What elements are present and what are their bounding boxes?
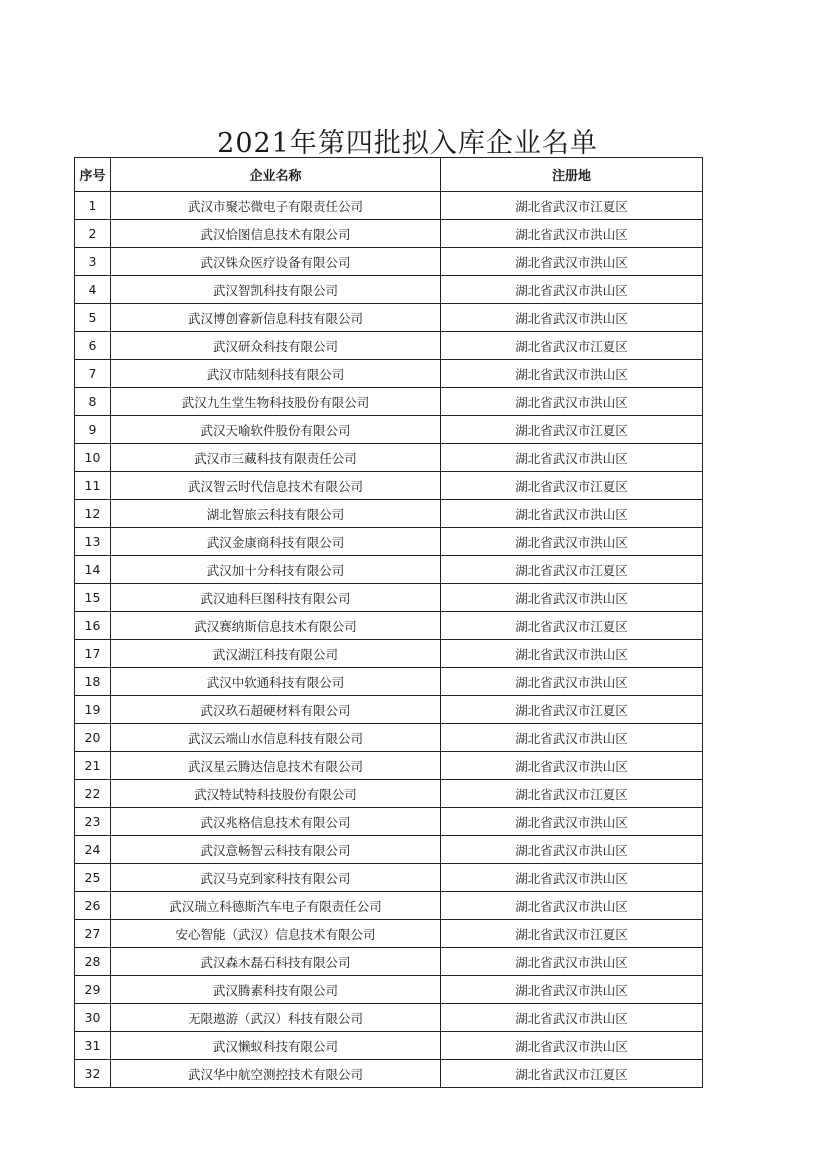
cell-company-name: 武汉腾素科技有限公司 bbox=[111, 976, 441, 1004]
header-serial-number: 序号 bbox=[75, 158, 111, 192]
table-row bbox=[75, 1060, 703, 1088]
cell-company-name: 武汉星云腾达信息技术有限公司 bbox=[111, 752, 441, 780]
cell-company-name: 武汉智凯科技有限公司 bbox=[111, 276, 441, 304]
cell-serial-number: 2 bbox=[75, 220, 111, 248]
cell-serial-number: 25 bbox=[75, 864, 111, 892]
table-row bbox=[75, 276, 703, 304]
cell-serial-number: 15 bbox=[75, 584, 111, 612]
cell-company-name: 武汉华中航空测控技术有限公司 bbox=[111, 1060, 441, 1088]
cell-registered-location: 湖北省武汉市洪山区 bbox=[441, 976, 703, 1004]
cell-serial-number: 10 bbox=[75, 444, 111, 472]
cell-registered-location: 湖北省武汉市洪山区 bbox=[441, 528, 703, 556]
cell-company-name: 武汉云端山水信息科技有限公司 bbox=[111, 724, 441, 752]
table-row bbox=[75, 584, 703, 612]
cell-registered-location: 湖北省武汉市洪山区 bbox=[441, 864, 703, 892]
table-row bbox=[75, 696, 703, 724]
cell-registered-location: 湖北省武汉市洪山区 bbox=[441, 948, 703, 976]
table-row bbox=[75, 388, 703, 416]
cell-serial-number: 6 bbox=[75, 332, 111, 360]
cell-registered-location: 湖北省武汉市江夏区 bbox=[441, 1060, 703, 1088]
cell-company-name: 武汉森木磊石科技有限公司 bbox=[111, 948, 441, 976]
cell-registered-location: 湖北省武汉市洪山区 bbox=[441, 1032, 703, 1060]
table-row bbox=[75, 332, 703, 360]
cell-serial-number: 22 bbox=[75, 780, 111, 808]
cell-registered-location: 湖北省武汉市洪山区 bbox=[441, 584, 703, 612]
cell-registered-location: 湖北省武汉市江夏区 bbox=[441, 416, 703, 444]
cell-serial-number: 18 bbox=[75, 668, 111, 696]
cell-company-name: 武汉智云时代信息技术有限公司 bbox=[111, 472, 441, 500]
cell-serial-number: 1 bbox=[75, 192, 111, 220]
table-row bbox=[75, 612, 703, 640]
cell-company-name: 武汉瑞立科德斯汽车电子有限责任公司 bbox=[111, 892, 441, 920]
table-row bbox=[75, 836, 703, 864]
table-row bbox=[75, 948, 703, 976]
cell-serial-number: 28 bbox=[75, 948, 111, 976]
table-row bbox=[75, 752, 703, 780]
table-row bbox=[75, 724, 703, 752]
cell-company-name: 武汉研众科技有限公司 bbox=[111, 332, 441, 360]
table-row bbox=[75, 892, 703, 920]
cell-registered-location: 湖北省武汉市洪山区 bbox=[441, 220, 703, 248]
cell-serial-number: 26 bbox=[75, 892, 111, 920]
cell-company-name: 湖北智旅云科技有限公司 bbox=[111, 500, 441, 528]
table-row bbox=[75, 248, 703, 276]
table-row bbox=[75, 444, 703, 472]
cell-serial-number: 16 bbox=[75, 612, 111, 640]
cell-company-name: 武汉马克到家科技有限公司 bbox=[111, 864, 441, 892]
cell-company-name: 武汉博创睿新信息科技有限公司 bbox=[111, 304, 441, 332]
table-row bbox=[75, 780, 703, 808]
cell-serial-number: 27 bbox=[75, 920, 111, 948]
cell-serial-number: 32 bbox=[75, 1060, 111, 1088]
cell-company-name: 武汉迪科巨图科技有限公司 bbox=[111, 584, 441, 612]
cell-serial-number: 7 bbox=[75, 360, 111, 388]
cell-registered-location: 湖北省武汉市洪山区 bbox=[441, 304, 703, 332]
cell-registered-location: 湖北省武汉市洪山区 bbox=[441, 724, 703, 752]
cell-registered-location: 湖北省武汉市江夏区 bbox=[441, 556, 703, 584]
cell-serial-number: 20 bbox=[75, 724, 111, 752]
cell-serial-number: 5 bbox=[75, 304, 111, 332]
table-row bbox=[75, 808, 703, 836]
table-row bbox=[75, 500, 703, 528]
cell-registered-location: 湖北省武汉市江夏区 bbox=[441, 612, 703, 640]
cell-registered-location: 湖北省武汉市洪山区 bbox=[441, 248, 703, 276]
cell-company-name: 武汉湖江科技有限公司 bbox=[111, 640, 441, 668]
cell-serial-number: 12 bbox=[75, 500, 111, 528]
cell-registered-location: 湖北省武汉市江夏区 bbox=[441, 780, 703, 808]
cell-serial-number: 13 bbox=[75, 528, 111, 556]
cell-serial-number: 14 bbox=[75, 556, 111, 584]
cell-company-name: 无限遨游（武汉）科技有限公司 bbox=[111, 1004, 441, 1032]
cell-company-name: 武汉恰图信息技术有限公司 bbox=[111, 220, 441, 248]
cell-company-name: 武汉金康商科技有限公司 bbox=[111, 528, 441, 556]
table-row bbox=[75, 220, 703, 248]
table-row bbox=[75, 976, 703, 1004]
cell-registered-location: 湖北省武汉市洪山区 bbox=[441, 808, 703, 836]
cell-serial-number: 21 bbox=[75, 752, 111, 780]
table-row bbox=[75, 192, 703, 220]
cell-registered-location: 湖北省武汉市洪山区 bbox=[441, 500, 703, 528]
cell-company-name: 武汉加十分科技有限公司 bbox=[111, 556, 441, 584]
cell-company-name: 武汉兆格信息技术有限公司 bbox=[111, 808, 441, 836]
table-row bbox=[75, 304, 703, 332]
header-company-name: 企业名称 bbox=[111, 158, 441, 192]
cell-serial-number: 11 bbox=[75, 472, 111, 500]
cell-company-name: 武汉九生堂生物科技股份有限公司 bbox=[111, 388, 441, 416]
cell-company-name: 武汉天喻软件股份有限公司 bbox=[111, 416, 441, 444]
table-row bbox=[75, 640, 703, 668]
cell-registered-location: 湖北省武汉市洪山区 bbox=[441, 360, 703, 388]
company-table bbox=[74, 157, 703, 1088]
cell-company-name: 武汉赛纳斯信息技术有限公司 bbox=[111, 612, 441, 640]
cell-serial-number: 23 bbox=[75, 808, 111, 836]
cell-registered-location: 湖北省武汉市洪山区 bbox=[441, 752, 703, 780]
cell-registered-location: 湖北省武汉市江夏区 bbox=[441, 332, 703, 360]
table-row bbox=[75, 528, 703, 556]
cell-company-name: 武汉意畅智云科技有限公司 bbox=[111, 836, 441, 864]
cell-serial-number: 8 bbox=[75, 388, 111, 416]
page-title: 2021年第四批拟入库企业名单 bbox=[217, 128, 598, 159]
cell-registered-location: 湖北省武汉市洪山区 bbox=[441, 836, 703, 864]
cell-registered-location: 湖北省武汉市洪山区 bbox=[441, 444, 703, 472]
table-row bbox=[75, 360, 703, 388]
cell-registered-location: 湖北省武汉市江夏区 bbox=[441, 920, 703, 948]
cell-company-name: 武汉特试特科技股份有限公司 bbox=[111, 780, 441, 808]
cell-registered-location: 湖北省武汉市洪山区 bbox=[441, 388, 703, 416]
cell-serial-number: 31 bbox=[75, 1032, 111, 1060]
table-row bbox=[75, 472, 703, 500]
cell-company-name: 武汉懒蚁科技有限公司 bbox=[111, 1032, 441, 1060]
header-registered-location: 注册地 bbox=[441, 158, 703, 192]
cell-serial-number: 4 bbox=[75, 276, 111, 304]
table-row bbox=[75, 416, 703, 444]
cell-company-name: 武汉中软通科技有限公司 bbox=[111, 668, 441, 696]
cell-serial-number: 24 bbox=[75, 836, 111, 864]
cell-company-name: 武汉铢众医疗设备有限公司 bbox=[111, 248, 441, 276]
cell-company-name: 武汉市陆刻科技有限公司 bbox=[111, 360, 441, 388]
cell-company-name: 武汉市三藏科技有限责任公司 bbox=[111, 444, 441, 472]
cell-company-name: 安心智能（武汉）信息技术有限公司 bbox=[111, 920, 441, 948]
table-row bbox=[75, 864, 703, 892]
cell-registered-location: 湖北省武汉市江夏区 bbox=[441, 192, 703, 220]
cell-registered-location: 湖北省武汉市洪山区 bbox=[441, 276, 703, 304]
cell-serial-number: 17 bbox=[75, 640, 111, 668]
cell-serial-number: 30 bbox=[75, 1004, 111, 1032]
table-row bbox=[75, 1032, 703, 1060]
cell-registered-location: 湖北省武汉市洪山区 bbox=[441, 1004, 703, 1032]
table-row bbox=[75, 668, 703, 696]
cell-serial-number: 29 bbox=[75, 976, 111, 1004]
cell-company-name: 武汉市聚芯微电子有限责任公司 bbox=[111, 192, 441, 220]
table-header-row bbox=[75, 158, 703, 192]
cell-registered-location: 湖北省武汉市江夏区 bbox=[441, 696, 703, 724]
cell-registered-location: 湖北省武汉市洪山区 bbox=[441, 668, 703, 696]
cell-serial-number: 9 bbox=[75, 416, 111, 444]
cell-company-name: 武汉玖石超硬材料有限公司 bbox=[111, 696, 441, 724]
cell-serial-number: 3 bbox=[75, 248, 111, 276]
table-row bbox=[75, 1004, 703, 1032]
cell-registered-location: 湖北省武汉市江夏区 bbox=[441, 472, 703, 500]
table-row bbox=[75, 556, 703, 584]
cell-registered-location: 湖北省武汉市洪山区 bbox=[441, 640, 703, 668]
cell-serial-number: 19 bbox=[75, 696, 111, 724]
table-row bbox=[75, 920, 703, 948]
cell-registered-location: 湖北省武汉市洪山区 bbox=[441, 892, 703, 920]
